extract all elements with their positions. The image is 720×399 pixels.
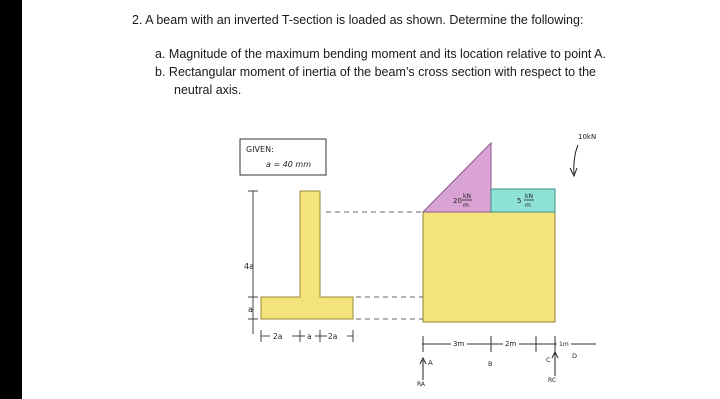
reaction-c-label: RC [548, 377, 557, 384]
uniform-load-unit-bottom: m [525, 202, 531, 209]
question-item-b: b. Rectangular moment of inertia of the beam’s cross section with respect to the [155, 65, 596, 79]
reaction-a-label: RA [417, 381, 426, 388]
point-c-label: C [546, 356, 551, 364]
span-label-2m: 2m [505, 340, 517, 348]
span-label-1m: 1m [559, 341, 569, 348]
uniform-load-unit-top: kN [525, 193, 533, 200]
triangular-load-unit-top: kN [463, 193, 471, 200]
point-d-label: D [572, 352, 578, 360]
dim-label-2a-right: 2a [328, 332, 338, 341]
question-title: 2. A beam with an inverted T-section is loaded as shown. Determine the following: [132, 13, 584, 27]
point-load-label: 10kN [578, 133, 597, 141]
question-item-a: a. Magnitude of the maximum bending moment and its location relative to point A. [155, 47, 606, 61]
dim-label-a-horizontal: a [307, 332, 312, 341]
span-label-3m: 3m [453, 340, 465, 348]
dim-label-2a-left: 2a [273, 332, 283, 341]
point-b-label: B [488, 360, 493, 368]
dim-label-a-vertical: a [248, 305, 253, 314]
dim-label-4a: 4a [244, 262, 254, 271]
triangular-load-unit-bottom: m [463, 202, 469, 209]
given-value: a = 40 mm [266, 160, 311, 169]
uniform-load-value: 5 [517, 197, 522, 205]
beam-body [423, 212, 555, 322]
t-section [261, 191, 353, 319]
uniform-load [491, 189, 555, 212]
triangular-load-value: 20 [453, 197, 462, 205]
given-label: GIVEN: [246, 145, 274, 154]
question-item-b-continued: neutral axis. [174, 83, 242, 97]
point-a-label: A [428, 359, 433, 367]
